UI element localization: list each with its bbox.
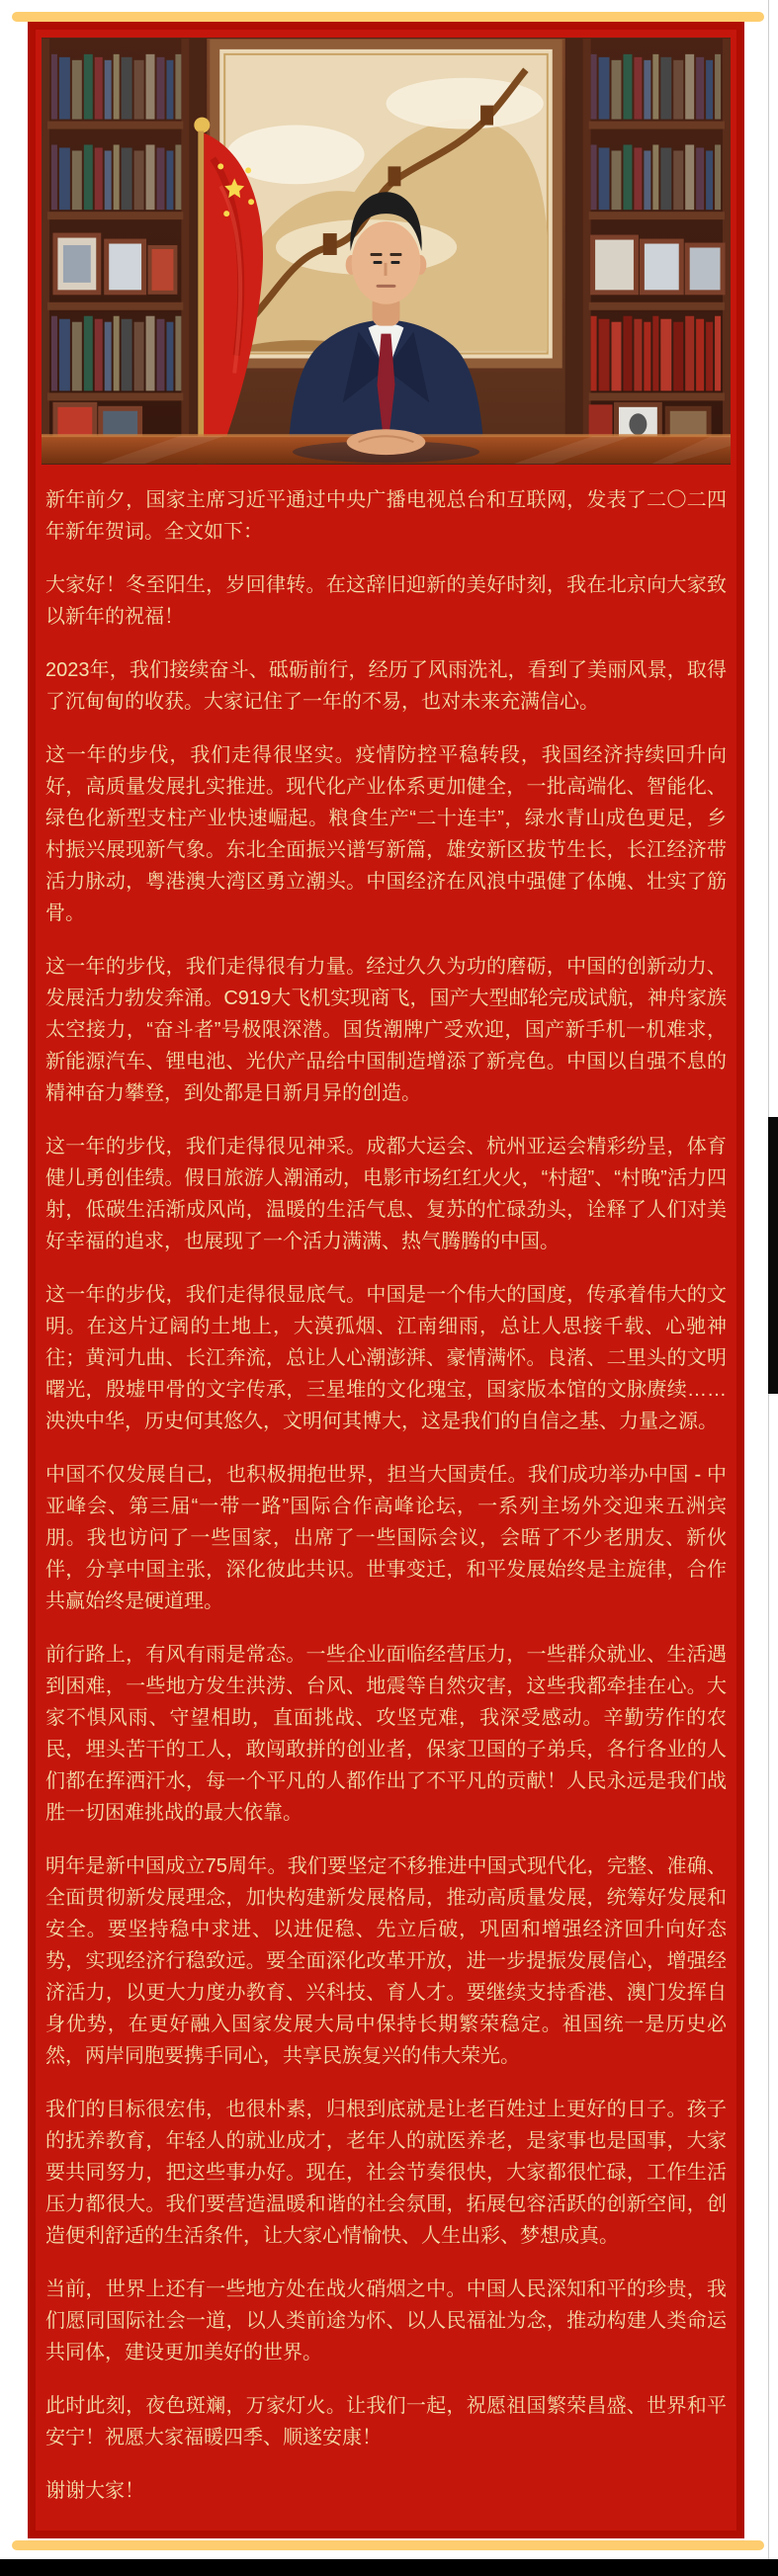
article-paragraph: 这一年的步伐，我们走得很有力量。经过久久为功的磨砺，中国的创新动力、发展活力勃发奔涌。C919大飞机实现商飞，国产大型邮轮完成试航，神舟家族太空接力，“奋斗者”号极限深潜。国货潮牌广受欢迎，国产新手机一机难求，新能源汽车、锂电池、光伏产品给中国制造增添了新亮色。中国以自强不息的精神奋力攀登，到处都是日新月异的创造。 xyxy=(45,956,727,1104)
new-year-address-photo-illustration xyxy=(42,38,731,465)
article-paragraph: 我们的目标很宏伟，也很朴素，归根到底就是让老百姓过上更好的日子。孩子的抚养教育，年轻人的就业成才，老年人的就医养老，是家事也是国事，大家要共同努力，把这些事办好。现在，社会节奏很快，大家都很忙碌，工作生活压力都很大。我们要营造温暖和谐的社会氛围，拓展包容活跃的创新空间，创造便利舒适的生活条件，让大家心情愉快、人生出彩、梦想成真。 xyxy=(45,2099,727,2247)
article-paragraph: 明年是新中国成立75周年。我们要坚定不移推进中国式现代化，完整、准确、全面贯彻新发展理念，加快构建新发展格局，推动高质量发展，统筹好发展和安全。要坚持稳中求进、以进促稳、先立后破，巩固和增强经济回升向好态势，实现经济行稳致远。要全面深化改革开放，进一步提振发展信心，增强经济活力，以更大力度办教育、兴科技、育人才。要继续支持香港、澳门发挥自身优势，在更好融入国家发展大局中保持长期繁荣稳定。祖国统一是历史必然，两岸同胞要携手同心，共享民族复兴的伟大荣光。 xyxy=(45,1855,727,2067)
article-paragraph: 谢谢大家！ xyxy=(45,2480,144,2502)
bottom-black-bar xyxy=(0,2559,778,2576)
article-card xyxy=(28,22,744,2538)
article-paragraph: 新年前夕，国家主席习近平通过中央广播电视总台和互联网，发表了二〇二四年新年贺词。全文如下： xyxy=(45,489,727,543)
bottom-accent-bar xyxy=(12,2540,764,2550)
article-paragraph: 此时此刻，夜色斑斓，万家灯火。让我们一起，祝愿祖国繁荣昌盛、世界和平安宁！祝愿大家福暖四季、顺遂安康！ xyxy=(45,2395,727,2448)
scrollbar-thumb[interactable] xyxy=(768,1117,778,1394)
article-body xyxy=(36,465,736,2507)
left-bookshelf xyxy=(42,39,189,464)
article-paragraph: 前行路上，有风有雨是常态。一些企业面临经营压力，一些群众就业、生活遇到困难，一些地方发生洪涝、台风、地震等自然灾害，这些我都牵挂在心。大家不惧风雨、守望相助，直面挑战、攻坚克难，我深受感动。辛勤劳作的农民，埋头苦干的工人，敢闯敢拼的创业者，保家卫国的子弟兵，各行各业的人们都在挥洒汗水，每一个平凡的人都作出了不平凡的贡献！人民永远是我们战胜一切困难挑战的最大依靠。 xyxy=(45,1644,727,1824)
desk xyxy=(42,429,731,464)
article-paragraph: 这一年的步伐，我们走得很坚实。疫情防控平稳转段，我国经济持续回升向好，高质量发展扎实推进。现代化产业体系更加健全，一批高端化、智能化、绿色化新型支柱产业快速崛起。粮食生产“二十连丰”，绿水青山成色更足，乡村振兴展现新气象。东北全面振兴谱写新篇，雄安新区拔节生长，长江经济带活力脉动，粤港澳大湾区勇立潮头。中国经济在风浪中强健了体魄、壮实了筋骨。 xyxy=(45,744,727,924)
top-accent-bar xyxy=(12,12,764,22)
article-paragraph: 大家好！冬至阳生，岁回律转。在这辞旧迎新的美好时刻，我在北京向大家致以新年的祝福！ xyxy=(45,574,727,628)
article-paragraph: 这一年的步伐，我们走得很见神采。成都大运会、杭州亚运会精彩纷呈，体育健儿勇创佳绩。假日旅游人潮涌动，电影市场红红火火，“村超”、“村晚”活力四射，低碳生活渐成风尚，温暖的生活气息、复苏的忙碌劲头，诠释了人们对美好幸福的追求，也展现了一个活力满满、热气腾腾的中国。 xyxy=(45,1136,727,1252)
president-photo xyxy=(42,38,731,465)
article-paragraph: 中国不仅发展自己，也积极拥抱世界，担当大国责任。我们成功举办中国 - 中亚峰会、第三届“一带一路”国际合作高峰论坛，一系列主场外交迎来五洲宾朋。我也访问了一些国家，出席了一些国际会议，会晤了不少老朋友、新伙伴，分享中国主张，深化彼此共识。世事变迁，和平发展始终是主旋律，合作共赢始终是硬道理。 xyxy=(45,1464,727,1612)
right-bookshelf xyxy=(583,39,731,464)
article-paragraph: 这一年的步伐，我们走得很显底气。中国是一个伟大的国度，传承着伟大的文明。在这片辽阔的土地上，大漠孤烟、江南细雨，总让人思接千载、心驰神往；黄河九曲、长江奔流，总让人心潮澎湃、豪情满怀。良渚、二里头的文明曙光，殷墟甲骨的文字传承，三星堆的文化瑰宝，国家版本馆的文脉赓续……泱泱中华，历史何其悠久，文明何其博大，这是我们的自信之基、力量之源。 xyxy=(45,1284,727,1432)
article-paragraph: 2023年，我们接续奋斗、砥砺前行，经历了风雨洗礼，看到了美丽风景，取得了沉甸甸的收获。大家记住了一年的不易，也对未来充满信心。 xyxy=(45,659,727,713)
article-paragraph: 当前，世界上还有一些地方处在战火硝烟之中。中国人民深知和平的珍贵，我们愿同国际社会一道，以人类前途为怀、以人民福祉为念，推动构建人类命运共同体，建设更加美好的世界。 xyxy=(45,2278,727,2363)
